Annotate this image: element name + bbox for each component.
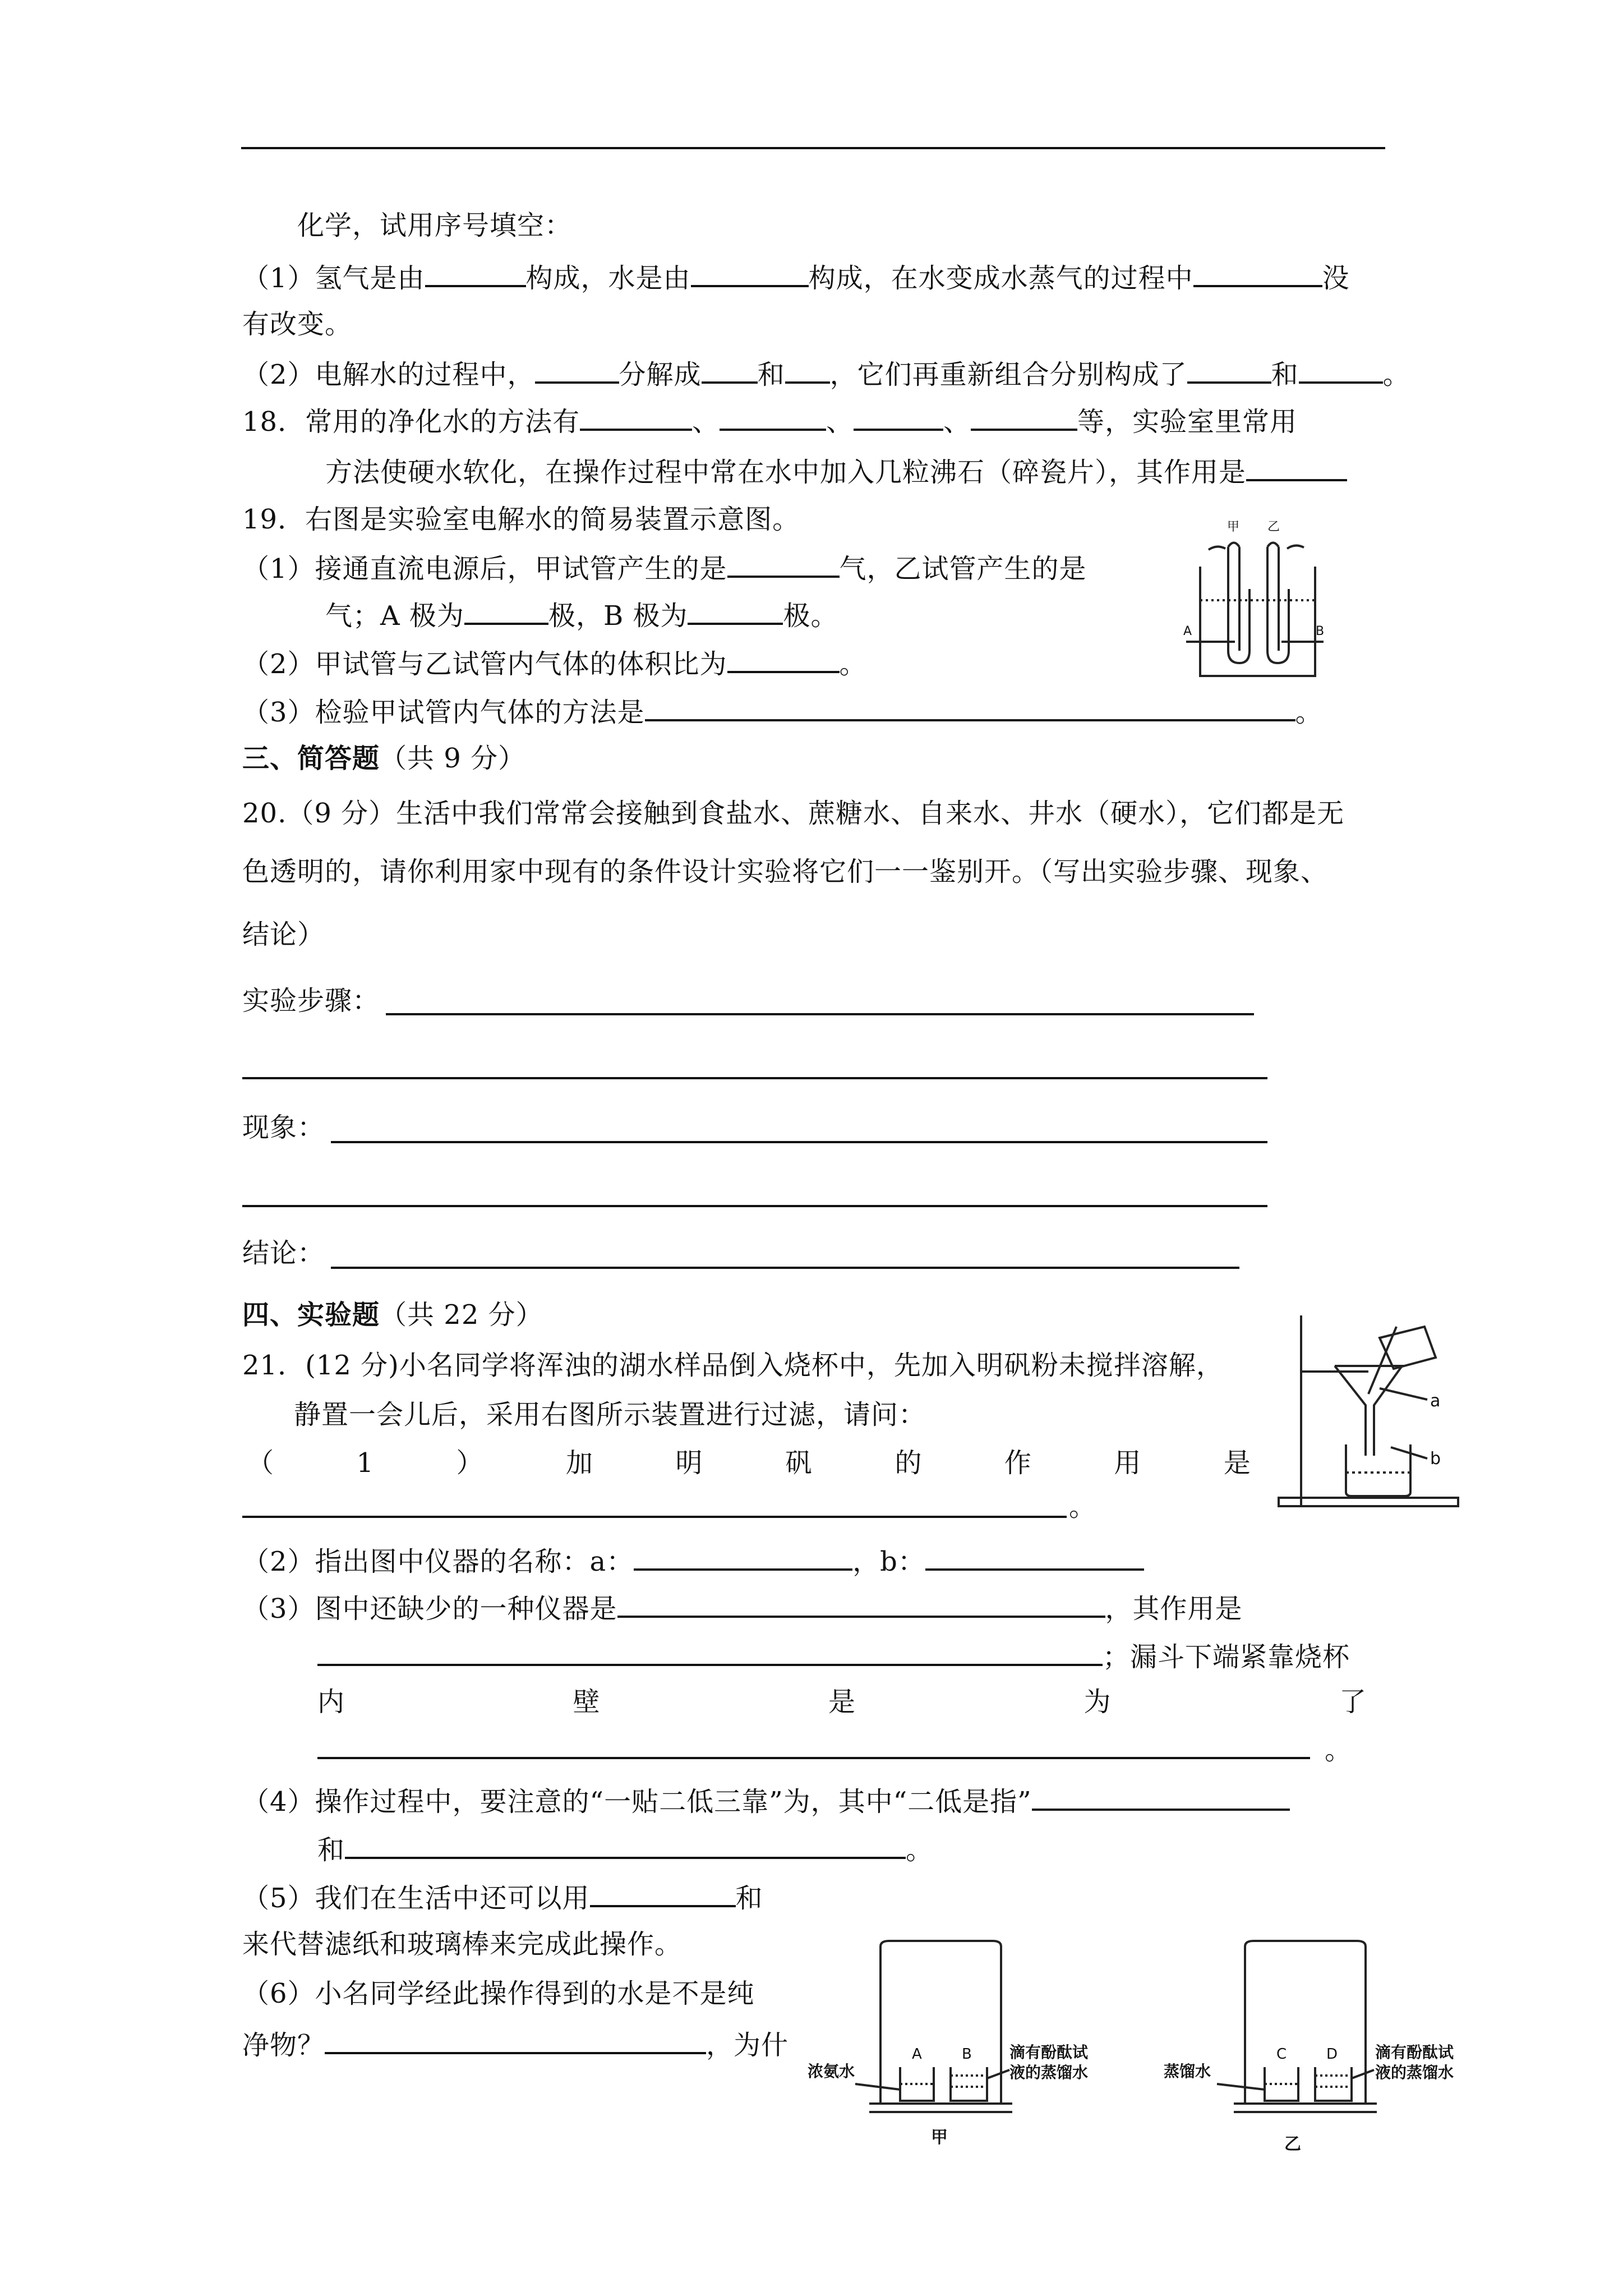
q21-part3-cont2: 内 壁 是 为 了	[317, 1686, 1366, 1718]
diffusion-figure-yi	[1155, 1930, 1469, 2160]
label-yi: 乙	[1267, 520, 1280, 534]
blank[interactable]	[1193, 259, 1322, 287]
blank[interactable]	[325, 2026, 706, 2054]
blank[interactable]	[590, 1879, 736, 1907]
answer-line[interactable]	[386, 1013, 1254, 1015]
q21-part5: （5）我们在生活中还可以用 和	[242, 1879, 763, 1915]
answer-line[interactable]	[242, 1516, 1067, 1518]
blank[interactable]	[345, 1831, 906, 1859]
blank[interactable]	[727, 645, 840, 673]
q21-part5-cont: 来代替滤纸和玻璃棒来完成此操作。	[242, 1929, 683, 1960]
electrolysis-figure	[1183, 516, 1329, 684]
blank[interactable]	[1299, 356, 1383, 384]
q19-part1: （1）接通直流电源后，甲试管产生的是 气，乙试管产生的是	[242, 550, 1087, 586]
label-d: D	[1326, 2046, 1338, 2063]
q21-part3: （3）图中还缺少的一种仪器是 ，其作用是	[242, 1590, 1243, 1626]
text-phenol-water-2: 液的蒸馏水	[1009, 2063, 1089, 2082]
blank[interactable]	[691, 259, 809, 287]
blank[interactable]	[535, 356, 619, 384]
text-phenol-water: 滴有酚酞试	[1009, 2043, 1089, 2062]
blank[interactable]	[580, 403, 692, 431]
blank[interactable]	[688, 597, 783, 625]
blank[interactable]	[425, 259, 526, 287]
q21-part1-end: 。	[1069, 1491, 1097, 1522]
q21-part2: （2）指出图中仪器的名称：a： ，b：	[242, 1543, 1144, 1579]
blank[interactable]	[1187, 356, 1271, 384]
blank[interactable]	[1032, 1783, 1290, 1811]
answer-line[interactable]	[331, 1141, 1267, 1143]
label-a: a	[1430, 1391, 1441, 1411]
label-b: B	[962, 2046, 972, 2063]
q20-cont2: 结论）	[242, 919, 325, 950]
q19-part1-cont: 气；A 极为 极，B 极为 极。	[325, 597, 838, 633]
answer-line[interactable]	[242, 1205, 1267, 1207]
blank[interactable]	[727, 550, 840, 578]
blank[interactable]	[702, 356, 758, 384]
answer-line[interactable]	[317, 1757, 1310, 1759]
section-4-heading: 四、实验题（共 22 分）	[242, 1299, 543, 1331]
text-phenol-water-2: 液的蒸馏水	[1375, 2063, 1454, 2082]
text-phenol-water: 滴有酚酞试	[1375, 2043, 1454, 2062]
blank[interactable]	[971, 403, 1077, 431]
q21-part4: （4）操作过程中，要注意的“一贴二低三靠”为，其中“二低是指”	[242, 1783, 1290, 1819]
q21-part1: （ 1 ） 加 明 矾 的 作 用 是	[247, 1447, 1251, 1479]
label-a: A	[1183, 624, 1192, 638]
label-jia: 甲	[1227, 520, 1240, 534]
q21-part6-cont: 净物？ ，为什	[242, 2026, 789, 2062]
q19-part3: （3）检验甲试管内气体的方法是 。	[242, 693, 1323, 729]
q20: 20.（9 分）生活中我们常常会接触到食盐水、蔗糖水、自来水、井水（硬水），它们都是无	[242, 798, 1345, 829]
blank[interactable]	[720, 403, 826, 431]
blank[interactable]	[854, 403, 943, 431]
q18: 18．常用的净化水的方法有 、 、 、 等，实验室里常用	[242, 403, 1297, 439]
filtration-figure	[1267, 1304, 1481, 1517]
text-distilled-water: 蒸馏水	[1164, 2062, 1211, 2081]
blank[interactable]	[785, 356, 830, 384]
steps-label: 实验步骤：	[242, 985, 380, 1016]
q17-part1: （1）氢气是由 构成，水是由 构成，在水变成水蒸气的过程中 没	[242, 259, 1350, 295]
q21: 21．(12 分)小名同学将浑浊的湖水样品倒入烧杯中，先加入明矾粉未搅拌溶解，	[242, 1350, 1224, 1381]
caption-jia: 甲	[931, 2128, 948, 2147]
text-conc-ammonia: 浓氨水	[808, 2062, 855, 2081]
section-3-heading: 三、简答题（共 9 分）	[242, 743, 526, 774]
phenomenon-label: 现象：	[242, 1112, 325, 1143]
label-a: A	[912, 2046, 922, 2063]
label-b: B	[1316, 624, 1325, 638]
q17-part1-cont: 有改变。	[242, 309, 353, 340]
q19: 19．右图是实验室电解水的简易装置示意图。	[242, 504, 800, 535]
label-b: b	[1430, 1449, 1441, 1469]
q21-part6: （6）小名同学经此操作得到的水是不是纯	[242, 1978, 755, 2009]
answer-line[interactable]	[331, 1267, 1239, 1269]
blank[interactable]	[634, 1543, 852, 1571]
q21-cont: 静置一会儿后，采用右图所示装置进行过滤，请问：	[294, 1399, 926, 1430]
caption-yi: 乙	[1284, 2134, 1301, 2154]
blank[interactable]	[617, 1590, 1105, 1618]
diffusion-figure-jia	[808, 1930, 1105, 2154]
conclusion-label: 结论：	[242, 1237, 325, 1269]
header-rule	[241, 147, 1385, 149]
blank[interactable]	[925, 1543, 1144, 1571]
line-intro: 化学，试用序号填空：	[297, 210, 573, 241]
blank[interactable]	[464, 597, 548, 625]
q17-part2: （2）电解水的过程中， 分解成 和 ，它们再重新组合分别构成了 和 。	[242, 356, 1410, 392]
blank[interactable]	[317, 1638, 1103, 1666]
q19-part2: （2）甲试管与乙试管内气体的体积比为 。	[242, 645, 867, 681]
q21-part4-cont: 和 。	[317, 1831, 933, 1867]
blank[interactable]	[645, 693, 1295, 721]
blank[interactable]	[1246, 453, 1347, 481]
q21-part3-end: 。	[1325, 1734, 1353, 1766]
label-c: C	[1276, 2046, 1287, 2063]
answer-line[interactable]	[242, 1077, 1267, 1079]
q20-cont: 色透明的，请你利用家中现有的条件设计实验将它们一一鉴别开。（写出实验步骤、现象、	[242, 856, 1329, 887]
q18-cont: 方法使硬水软化，在操作过程中常在水中加入几粒沸石（碎瓷片），其作用是	[325, 453, 1347, 489]
q21-part3-cont: ；漏斗下端紧靠烧杯	[317, 1638, 1350, 1674]
